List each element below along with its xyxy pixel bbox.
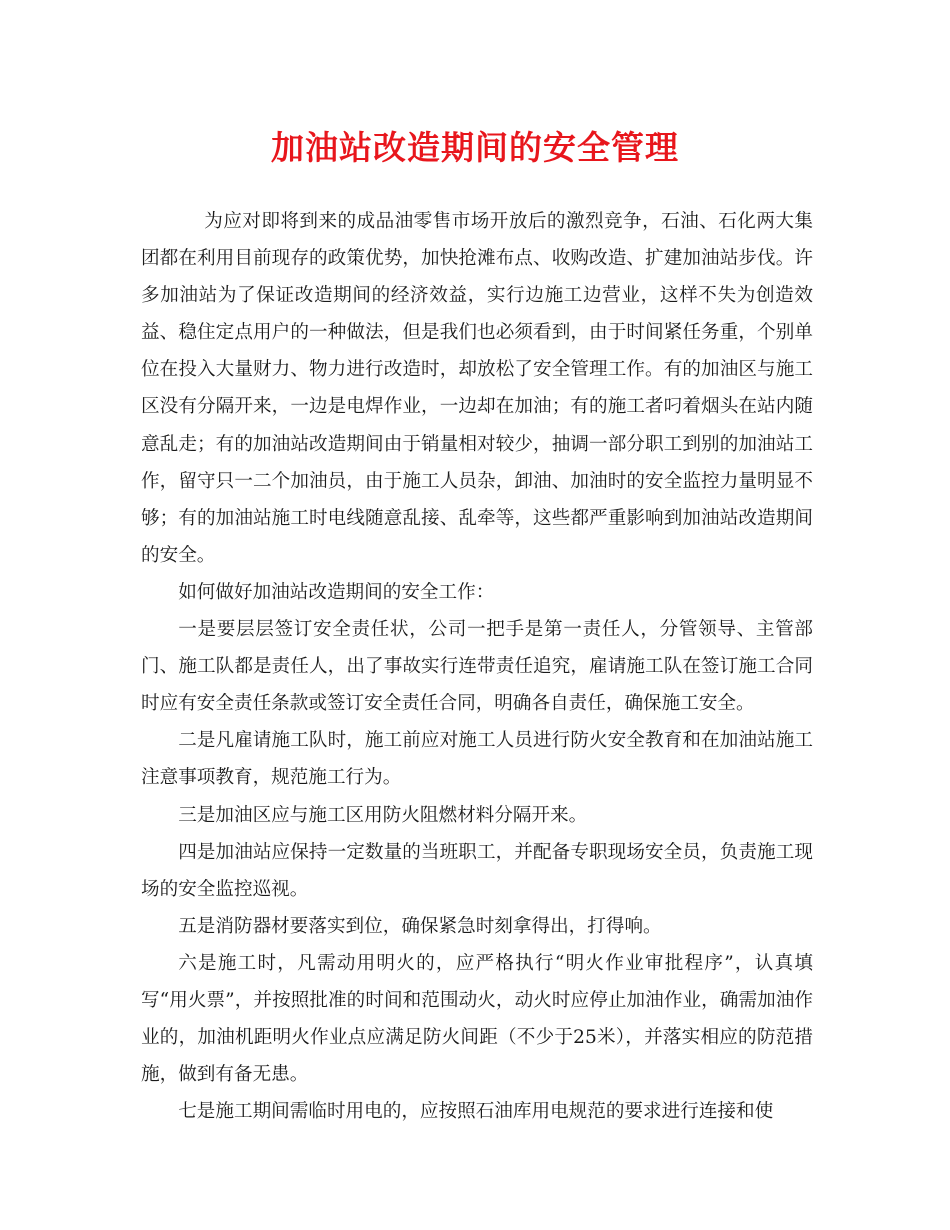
paragraph-intro: 为应对即将到来的成品油零售市场开放后的激烈竞争，石油、石化两大集团都在利用目前现存的政策优势，加快抢滩布点、收购改造、扩建加油站步伐。许多加油站为了保证改造期间的经济效益，实行边施工边营业，这样不失为创造效益、稳住定点用户的一种做法，但是我们也必须看到，由于时间紧任务重，个别单位在投入大量财力、物力进行改造时，却放松了安全管理工作。有的加油区与施工区没有分隔开来，一边是电焊作业，一边却在加油；有的施工者叼着烟头在站内随意乱走；有的加油站改造期间由于销量相对较少，抽调一部分职工到别的加油站工作，留守只一二个加油员，由于施工人员杂，卸油、加油时的安全监控力量明显不够；有的加油站施工时电线随意乱接、乱牵等，这些都严重影响到加油站改造期间的安全。	[141, 211, 813, 566]
paragraph-item-4: 四是加油站应保持一定数量的当班职工，并配备专职现场安全员，负责施工现场的安全监控巡视。	[141, 841, 813, 900]
paragraph-item-1: 一是要层层签订安全责任状，公司一把手是第一责任人，分管领导、主管部门、施工队都是责任人，出了事故实行连带责任追究，雇请施工队在签订施工合同时应有安全责任条款或签订安全责任合同，明确各自责任，确保施工安全。	[141, 619, 813, 715]
paragraph-item-3: 三是加油区应与施工区用防火阻燃材料分隔开来。	[178, 804, 588, 826]
paragraph-item-5: 五是消防器材要落实到位，确保紧急时刻拿得出，打得响。	[178, 915, 662, 937]
document-body	[141, 203, 813, 1130]
paragraph-item-7: 七是施工期间需临时用电的，应按照石油库用电规范的要求进行连接和使	[178, 1101, 774, 1123]
paragraph-item-2: 二是凡雇请施工队时，施工前应对施工人员进行防火安全教育和在加油站施工注意事项教育，规范施工行为。	[141, 730, 813, 789]
document-title: 加油站改造期间的安全管理	[271, 128, 679, 167]
paragraph-question: 如何做好加油站改造期间的安全工作：	[178, 581, 495, 603]
paragraph-item-6: 六是施工时，凡需动用明火的，应严格执行“明火作业审批程序”，认真填写“用火票”，并按照批准的时间和范围动火，动火时应停止加油作业，确需加油作业的，加油机距明火作业点应满足防火间距（不少于25米），并落实相应的防范措施，做到有备无患。	[141, 952, 813, 1086]
